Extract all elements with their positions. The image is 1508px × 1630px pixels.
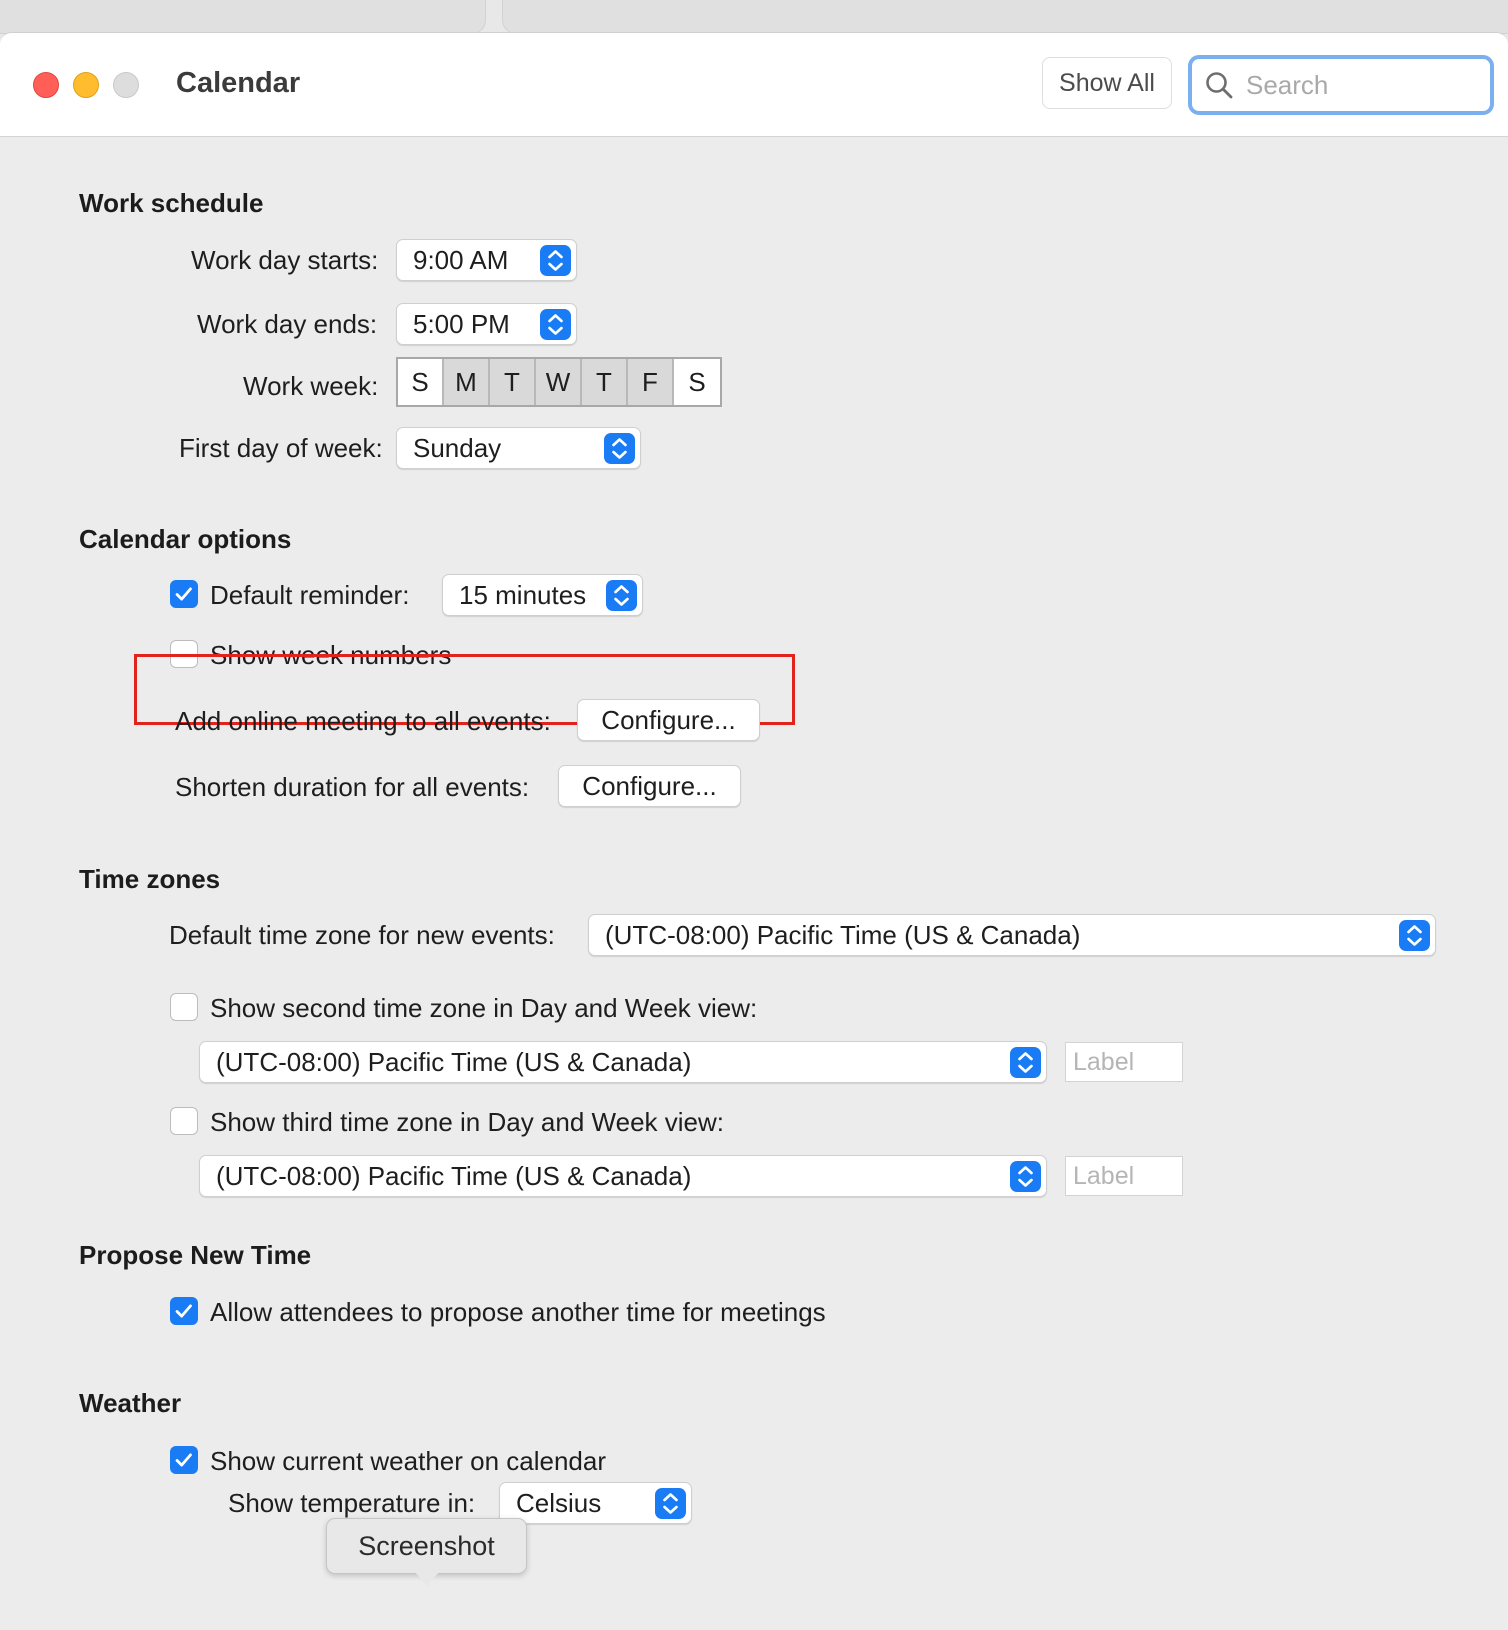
- second-time-zone-label-field[interactable]: [1065, 1042, 1183, 1082]
- work-week-day-tue[interactable]: T: [490, 359, 536, 405]
- work-schedule-heading: Work schedule: [79, 188, 264, 218]
- work-day-ends-popup[interactable]: [396, 303, 577, 345]
- checkmark-icon: [171, 1447, 197, 1473]
- default-time-zone-value: (UTC-08:00) Pacific Time (US & Canada): [605, 919, 1081, 950]
- time-zones-heading: Time zones: [79, 864, 221, 894]
- background-tab-right: [502, 0, 1508, 34]
- second-time-zone-checkbox[interactable]: [170, 993, 198, 1021]
- temperature-unit-popup[interactable]: [499, 1482, 692, 1524]
- third-time-zone-popup[interactable]: [199, 1155, 1047, 1197]
- second-time-zone-value: (UTC-08:00) Pacific Time (US & Canada): [216, 1046, 692, 1077]
- work-day-starts-label: Work day starts:: [191, 245, 379, 275]
- stepper-icon: [1399, 920, 1430, 951]
- search-field[interactable]: [1188, 55, 1494, 115]
- shorten-duration-configure-button[interactable]: Configure...: [558, 765, 741, 807]
- checkmark-icon: [171, 581, 197, 607]
- show-weather-label: Show current weather on calendar: [210, 1446, 607, 1476]
- zoom-window-button[interactable]: [113, 72, 139, 98]
- show-all-button[interactable]: Show All: [1042, 57, 1172, 109]
- stepper-icon: [540, 245, 571, 276]
- shorten-duration-label: Shorten duration for all events:: [175, 772, 530, 802]
- third-time-zone-value: (UTC-08:00) Pacific Time (US & Canada): [216, 1160, 692, 1191]
- default-reminder-popup[interactable]: [442, 574, 643, 616]
- third-time-zone-label-input[interactable]: [1073, 1162, 1182, 1191]
- first-day-of-week-popup[interactable]: [396, 427, 641, 469]
- third-time-zone-checkbox[interactable]: [170, 1107, 198, 1135]
- default-reminder-label: Default reminder:: [210, 580, 410, 610]
- temperature-unit-label: Show temperature in:: [228, 1488, 476, 1518]
- allow-propose-label: Allow attendees to propose another time for meetings: [210, 1297, 826, 1327]
- show-weather-checkbox[interactable]: [170, 1446, 198, 1474]
- work-week-day-mon[interactable]: M: [444, 359, 490, 405]
- calendar-options-heading: Calendar options: [79, 524, 292, 554]
- third-time-zone-label-field[interactable]: [1065, 1156, 1183, 1196]
- close-window-button[interactable]: [33, 72, 59, 98]
- window-title: Calendar: [176, 67, 301, 99]
- stepper-icon: [1010, 1047, 1041, 1078]
- default-time-zone-label: Default time zone for new events:: [169, 920, 555, 950]
- search-icon: [1204, 70, 1234, 100]
- work-day-ends-value: 5:00 PM: [413, 308, 510, 339]
- work-day-starts-value: 9:00 AM: [413, 244, 509, 275]
- work-day-starts-popup[interactable]: [396, 239, 577, 281]
- third-time-zone-label: Show third time zone in Day and Week view:: [210, 1107, 724, 1137]
- second-time-zone-label-input[interactable]: [1073, 1048, 1182, 1077]
- tooltip-arrow: [415, 1572, 439, 1586]
- work-week-day-fri[interactable]: F: [628, 359, 674, 405]
- work-week-day-sun[interactable]: S: [398, 359, 444, 405]
- checkmark-icon: [171, 1298, 197, 1324]
- default-time-zone-popup[interactable]: [588, 914, 1436, 956]
- work-day-ends-label: Work day ends:: [197, 309, 378, 339]
- default-reminder-value: 15 minutes: [459, 579, 587, 610]
- stepper-icon: [604, 433, 635, 464]
- stepper-icon: [540, 309, 571, 340]
- work-week-day-thu[interactable]: T: [582, 359, 628, 405]
- show-week-numbers-label: Show week numbers: [210, 640, 452, 670]
- stepper-icon: [655, 1488, 686, 1519]
- stepper-icon: [606, 580, 637, 611]
- propose-new-time-heading: Propose New Time: [79, 1240, 312, 1270]
- work-week-label: Work week:: [243, 371, 379, 401]
- first-day-of-week-value: Sunday: [413, 432, 502, 463]
- screenshot-tooltip: Screenshot: [326, 1518, 527, 1574]
- weather-heading: Weather: [79, 1388, 182, 1418]
- background-tab-left: [0, 0, 486, 34]
- first-day-of-week-label: First day of week:: [179, 433, 383, 463]
- online-meeting-configure-button[interactable]: Configure...: [577, 699, 760, 741]
- minimize-window-button[interactable]: [73, 72, 99, 98]
- default-reminder-checkbox[interactable]: [170, 580, 198, 608]
- temperature-unit-value: Celsius: [516, 1487, 602, 1518]
- allow-propose-checkbox[interactable]: [170, 1297, 198, 1325]
- second-time-zone-label: Show second time zone in Day and Week view:: [210, 993, 758, 1023]
- stepper-icon: [1010, 1161, 1041, 1192]
- work-week-day-sat[interactable]: S: [674, 359, 720, 405]
- online-meeting-label: Add online meeting to all events:: [175, 706, 551, 736]
- search-input[interactable]: [1246, 70, 1476, 101]
- second-time-zone-popup[interactable]: [199, 1041, 1047, 1083]
- title-bar: [0, 33, 1508, 137]
- work-week-day-wed[interactable]: W: [536, 359, 582, 405]
- work-week-selector: [396, 357, 722, 407]
